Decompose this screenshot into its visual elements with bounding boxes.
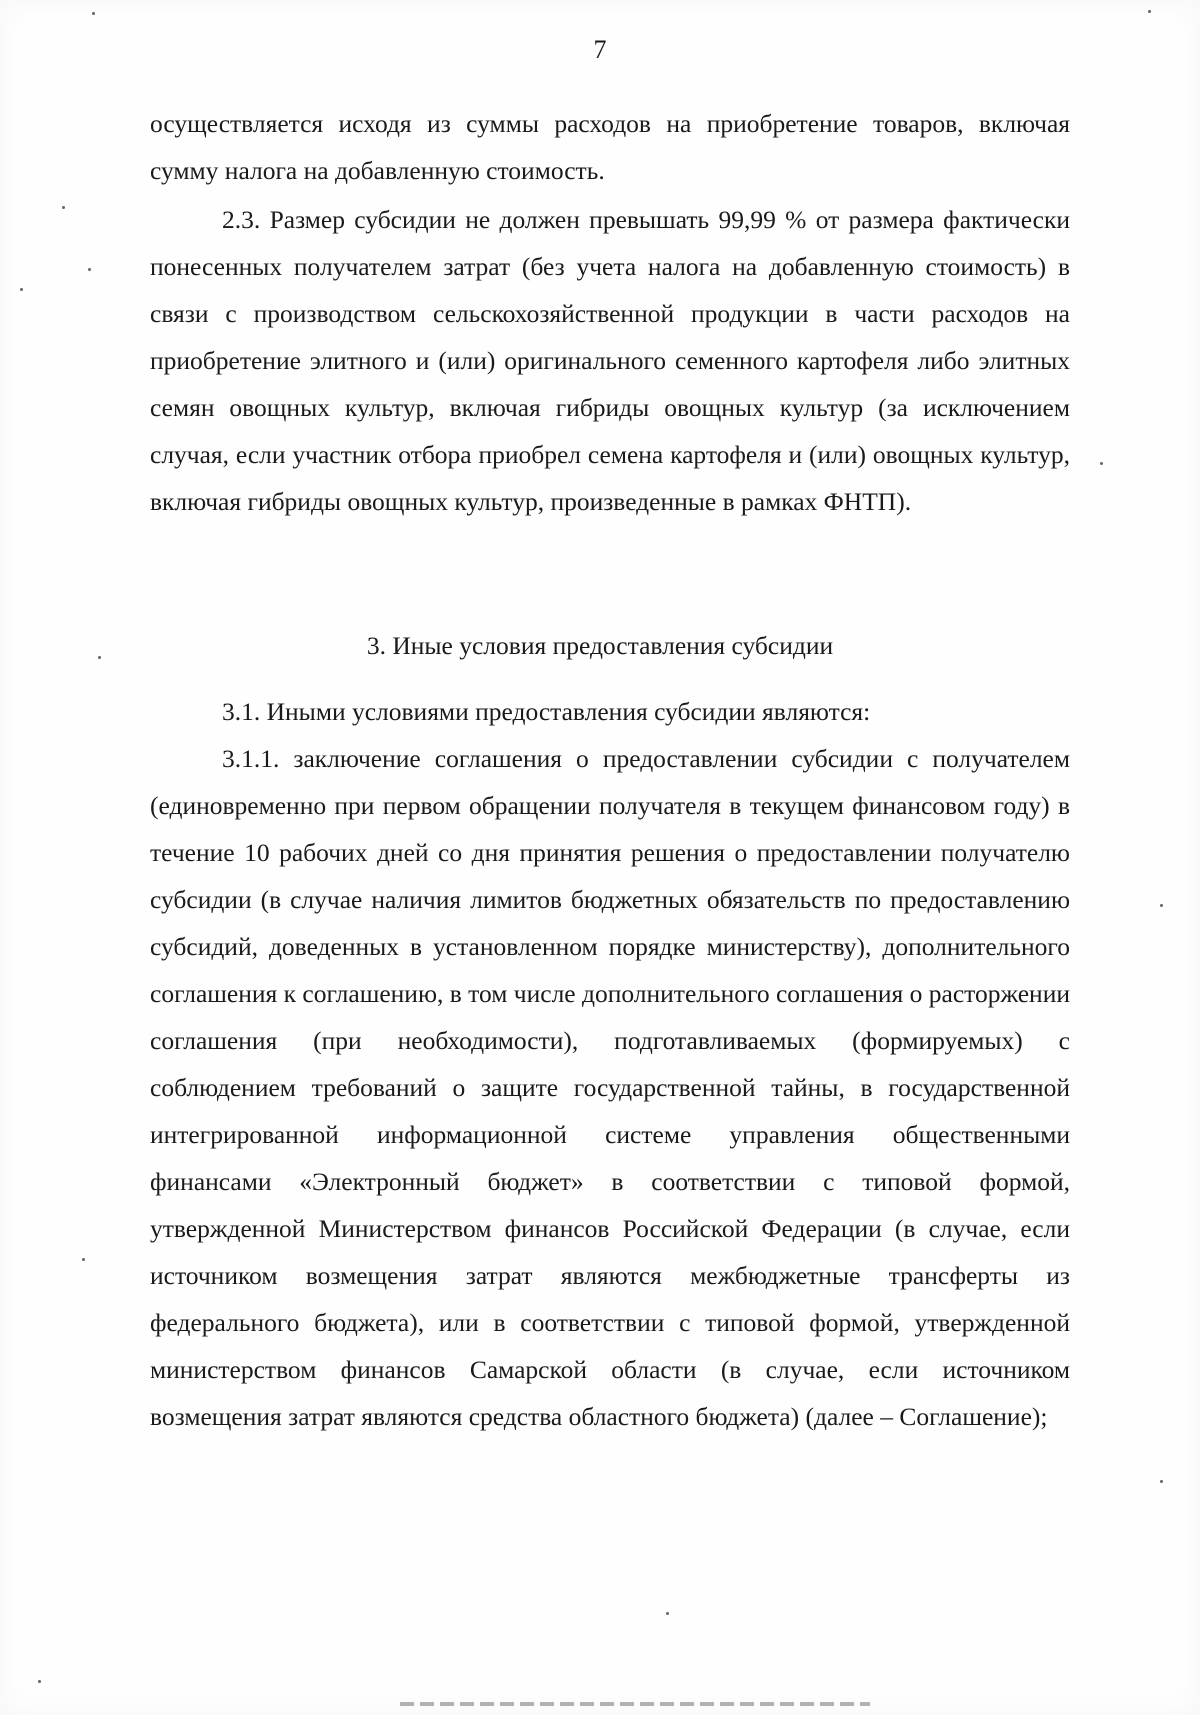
scan-speck [20,288,23,291]
paragraph-2-3: 2.3. Размер субсидии не должен превышать 99,99 % от размера фактически понесенных получателем затрат (без учета налога на добавленную стоимость) в связи с производством сельскохозяйственной продукции в части расходов на приобретение элитного и (или) оригинального семенного картофеля либо элитных семян овощных культур, включая гибриды овощных культур (за исключением случая, если участник отбора приобрел семена картофеля и (или) овощных культур, включая гибриды овощных культур, произведенные в рамках ФНТП). [150,205,1070,516]
scan-speck [1160,904,1163,907]
paragraph-continuation: осуществляется исходя из суммы расходов на приобретение товаров, включая сумму налога на добавленную стоимость. [150,109,1070,185]
scan-bottom-edge [400,1702,870,1706]
scan-speck [62,206,65,209]
scan-speck [666,1612,669,1615]
scan-speck [1100,462,1103,465]
paragraph-3-1: 3.1. Иными условиями предоставления субсидии являются: [222,697,871,726]
scan-speck [88,268,91,271]
scan-speck [92,12,95,15]
scan-speck [82,1258,85,1261]
scan-speck [38,1680,41,1683]
scan-speck [98,656,101,659]
scan-speck [1148,10,1151,13]
section-3-heading: 3. Иные условия предоставления субсидии [366,631,834,660]
page-number: 7 [593,35,607,64]
paragraph-3-1-1: 3.1.1. заключение соглашения о предоставлении субсидии с получателем (единовременно при первом обращении получателя в текущем финансовом году) в течение 10 рабочих дней со дня принятия решения о предоставлении получателю субсидии (в случае наличия лимитов бюджетных обязательств по предоставлению субсидий, доведенных в установленном порядке министерству), дополнительного соглашения к соглашению, в том числе дополнительного соглашения о расторжении соглашения (при необходимости), подготавливаемых (формируемых) с соблюдением требований о защите государственной тайны, в государственной интегрированной информационной системе управления общественными финансами «Электронный бюджет» в соответствии с типовой формой, утвержденной Министерством финансов Российской Федерации (в случае, если источником возмещения затрат являются межбюджетные трансферты из федерального бюджета), или в соответствии с типовой формой, утвержденной министерством финансов Самарской области (в случае, если источником возмещения затрат являются средства областного бюджета) (далее – Соглашение); [150,744,1070,1431]
scan-speck [1160,1480,1163,1483]
